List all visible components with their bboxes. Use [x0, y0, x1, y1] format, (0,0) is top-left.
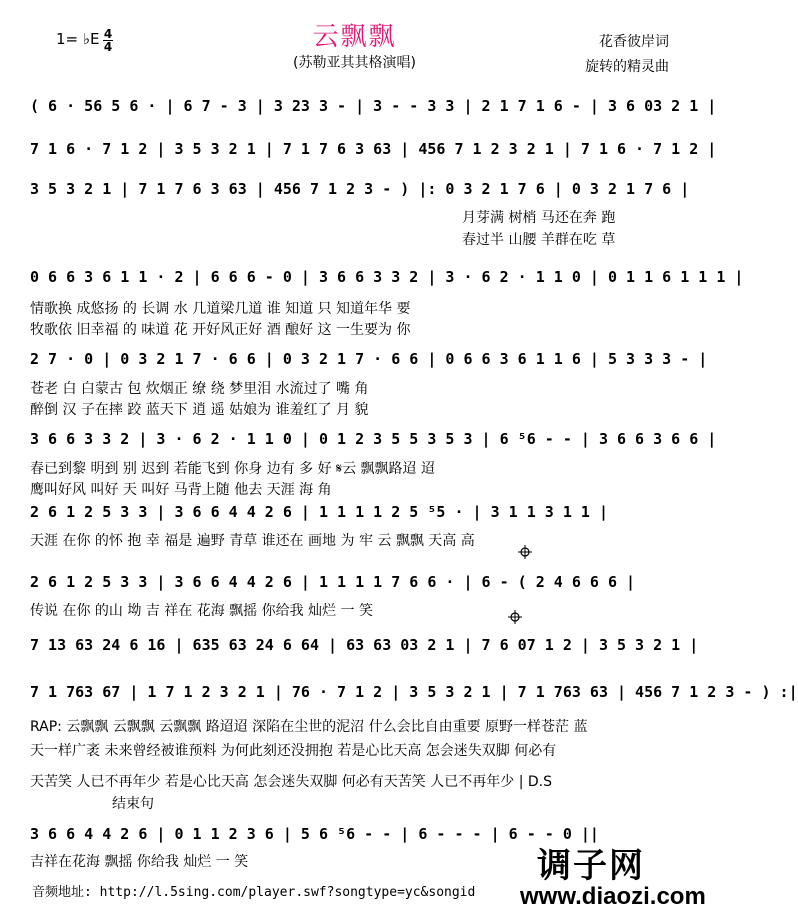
lyric-line: 春已到黎 明到 别 迟到 若能飞到 你身 边有 多 好 𝄋云 飘飘路迢 迢 [30, 461, 435, 477]
score-row-10: 7 1 763 67 | 1 7 1 2 3 2 1 | 76 · 7 1 2 | 3 5 3 2 1 | 7 1 763 63 | 456 7 1 2 3 - ) :| [30, 683, 798, 701]
rap-line-3: 天苦笑 人已不再年少 若是心比天高 怎会迷失双脚 何必有天苦笑 人已不再年少 | D.S [30, 774, 552, 790]
time-signature-bottom: 4 [103, 40, 113, 54]
score-row-3: 3 5 3 2 1 | 7 1 7 6 3 63 | 456 7 1 2 3 - ) |: 0 3 2 1 7 6 | 0 3 2 1 7 6 | [30, 180, 690, 198]
lyricist-credit: 花香彼岸词 [599, 34, 669, 50]
score-row-4: 0 6 6 3 6 1 1 · 2 | 6 6 6 - 0 | 3 6 6 3 3 2 | 3 · 6 2 · 1 1 0 | 0 1 1 6 1 1 1 | [30, 268, 744, 286]
lyric-line: 牧歌依 旧幸福 的 味道 花 开好风正好 酒 酿好 这 一生要为 你 [30, 322, 411, 338]
audio-url: 音频地址: http://l.5sing.com/player.swf?songtype=yc&songid [32, 885, 476, 900]
score-row-7: 2 6 1 2 5 3 3 | 3 6 6 4 4 2 6 | 1 1 1 1 2 5 ⁵5 · | 3 1 1 3 1 1 | [30, 503, 608, 521]
lyric-line: 苍老 白 白蒙古 包 炊烟正 缭 绕 梦里泪 水流过了 嘴 角 [30, 381, 369, 397]
song-title: 云飘飘 [312, 22, 397, 52]
lyric-line: 鹰叫好风 叫好 天 叫好 马背上随 他去 天涯 海 角 [30, 482, 332, 498]
lyric-line: 天涯 在你 的怀 抱 幸 福是 遍野 青草 谁还在 画地 为 牢 云 飘飘 天高 高 [30, 533, 475, 549]
key-signature: 1= ♭E [56, 30, 100, 48]
lyric-line: 春过半 山腰 羊群在吃 草 [462, 232, 616, 248]
coda-icon [518, 545, 532, 559]
coda-icon [508, 610, 522, 624]
lyric-line: 情歌换 成悠扬 的 长调 水 几道梁几道 谁 知道 只 知道年华 要 [30, 301, 411, 317]
watermark-brand: 调子网 [537, 846, 645, 886]
lyric-line: 传说 在你 的山 坳 吉 祥在 花海 飘摇 你给我 灿烂 一 笑 [30, 603, 373, 619]
score-row-6: 3 6 6 3 3 2 | 3 · 6 2 · 1 1 0 | 0 1 2 3 5 5 3 5 3 | 6 ⁵6 - - | 3 6 6 3 6 6 | [30, 430, 717, 448]
time-signature [103, 28, 113, 53]
rap-line-2: 天一样广袤 未来曾经被谁预料 为何此刻还没拥抱 若是心比天高 怎会迷失双脚 何必有 [30, 743, 557, 759]
ending-score-row: 3 6 6 4 4 2 6 | 0 1 1 2 3 6 | 5 6 ⁵6 - - | 6 - - - | 6 - - 0 || [30, 825, 599, 843]
singer-subtitle: (苏勒亚其其格演唱) [293, 55, 416, 71]
score-row-1: ( 6 · 56 5 6 · | 6 7 - 3 | 3 23 3 - | 3 - - 3 3 | 2 1 7 1 6 - | 3 6 03 2 1 | [30, 97, 717, 115]
score-row-8: 2 6 1 2 5 3 3 | 3 6 6 4 4 2 6 | 1 1 1 1 7 6 6 · | 6 - ( 2 4 6 6 6 | [30, 573, 636, 591]
ending-label: 结束句 [112, 796, 154, 812]
lyric-line: 醉倒 汉 子在摔 跤 蓝天下 逍 遥 姑娘为 谁羞红了 月 貌 [30, 402, 369, 418]
time-signature-top: 4 [103, 27, 113, 41]
score-row-5: 2 7 · 0 | 0 3 2 1 7 · 6 6 | 0 3 2 1 7 · 6 6 | 0 6 6 3 6 1 1 6 | 5 3 3 3 - | [30, 350, 708, 368]
watermark-url: www.diaozi.com [520, 883, 706, 910]
score-row-9: 7 13 63 24 6 16 | 635 63 24 6 64 | 63 63 03 2 1 | 7 6 07 1 2 | 3 5 3 2 1 | [30, 636, 699, 654]
lyric-line: 月芽满 树梢 马还在奔 跑 [462, 210, 616, 226]
composer-credit: 旋转的精灵曲 [585, 59, 669, 75]
ending-lyric-line: 吉祥在花海 飘摇 你给我 灿烂 一 笑 [30, 854, 249, 870]
score-row-2: 7 1 6 · 7 1 2 | 3 5 3 2 1 | 7 1 7 6 3 63 | 456 7 1 2 3 2 1 | 7 1 6 · 7 1 2 | [30, 140, 717, 158]
rap-line-1: RAP: 云飘飘 云飘飘 云飘飘 路迢迢 深陷在尘世的泥沼 什么会比自由重要 原野一样苍茫 蓝 [30, 719, 588, 735]
